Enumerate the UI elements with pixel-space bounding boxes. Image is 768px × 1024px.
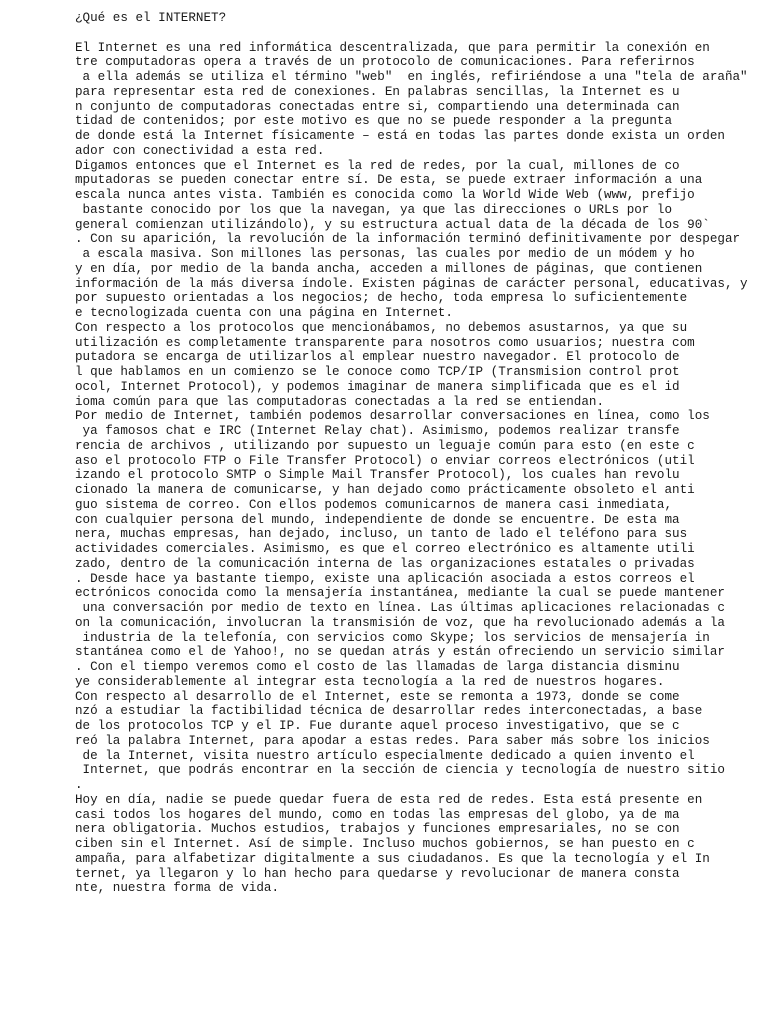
text-line: zado, dentro de la comunicación interna de las organizaciones estatales o privadas (75, 556, 695, 571)
document-title: ¿Qué es el INTERNET? (75, 11, 227, 25)
text-line: a ella además se utiliza el término "web" en inglés, refiriéndose a una "tela de araña" (75, 70, 748, 84)
text-line: . (75, 778, 83, 792)
text-line: utilización es completamente transparente para nosotros como usuarios; nuestra com (75, 335, 695, 350)
text-line: Internet, que podrás encontrar en la sección de ciencia y tecnología de nuestro sitio (75, 763, 725, 778)
text-line: nera, muchas empresas, han dejado, incluso, un tanto de lado el teléfono para sus (75, 527, 688, 542)
text-line: tre computadoras opera a través de un protocolo de comunicaciones. Para referirnos (75, 55, 695, 70)
text-line: casi todos los hogares del mundo, como en todas las empresas del globo, ya de ma (75, 807, 680, 822)
text-line: . Desde hace ya bastante tiempo, existe una aplicación asociada a estos correos el (75, 571, 695, 586)
text-line: información de la más diversa índole. Existen páginas de carácter personal, educativas, y (75, 276, 748, 291)
text-line: El Internet es una red informática descentralizada, que para permitir la conexión en (75, 40, 710, 55)
text-line: industria de la telefonía, con servicios como Skype; los servicios de mensajería in (75, 630, 710, 645)
text-line: . Con el tiempo veremos como el costo de las llamadas de larga distancia disminu (75, 660, 680, 674)
text-line: rencia de archivos , utilizando por supuesto un leguaje común para esto (en este c (75, 438, 695, 453)
text-line: Con respecto a los protocolos que mencionábamos, no debemos asustarnos, ya que su (75, 320, 688, 335)
text-line: de donde está la Internet físicamente – está en todas las partes donde exista un orden (75, 129, 725, 143)
text-line: nera obligatoria. Muchos estudios, trabajos y funciones empresariales, no se con (75, 822, 680, 837)
text-line: on la comunicación, involucran la transmisión de voz, que ha revolucionado además a la (75, 615, 725, 630)
text-line: Digamos entonces que el Internet es la red de redes, por la cual, millones de co (75, 158, 680, 173)
text-line: y en día, por medio de la banda ancha, acceden a millones de páginas, que contienen (75, 261, 703, 276)
text-line: general comienzan utilizándolo), y su estructura actual data de la década de los 90` (75, 217, 710, 232)
text-line: aso el protocolo FTP o File Transfer Protocol) o enviar correos electrónicos (util (75, 453, 695, 468)
text-line: izando el protocolo SMTP o Simple Mail Transfer Protocol), los cuales han revolu (75, 468, 680, 483)
text-line: reó la palabra Internet, para apodar a estas redes. Para saber más sobre los inicios (75, 733, 710, 748)
text-line: l que hablamos en un comienzo se le conoce como TCP/IP (Transmision control prot (75, 365, 680, 379)
text-line: por supuesto orientadas a los negocios; de hecho, toda empresa lo suficientemente (75, 291, 688, 306)
text-line: ampaña, para alfabetizar digitalmente a sus ciudadanos. Es que la tecnología y el In (75, 851, 710, 866)
text-line: mputadoras se pueden conectar entre sí. De esta, se puede extraer información a una (75, 173, 703, 188)
text-line: nte, nuestra forma de vida. (75, 881, 280, 896)
text-line: Por medio de Internet, también podemos desarrollar conversaciones en línea, como los (75, 409, 710, 424)
blank-line (75, 26, 765, 41)
text-line: de los protocolos TCP y el IP. Fue durante aquel proceso investigativo, que se c (75, 719, 680, 733)
text-line: para representar esta red de conexiones. En palabras sencillas, la Internet es u (75, 84, 680, 99)
text-line: stantánea como el de Yahoo!, no se quedan atrás y están ofreciendo un servicio similar (75, 645, 725, 660)
text-line: bastante conocido por los que la navegan, ya que las direcciones o URLs por lo (75, 202, 673, 217)
text-line: a escala masiva. Son millones las personas, las cuales por medio de un módem y ho (75, 247, 695, 261)
text-line: . Con su aparición, la revolución de la información terminó definitivamente por despegar (75, 232, 741, 247)
text-line: una conversación por medio de texto en línea. Las últimas aplicaciones relacionadas c (75, 601, 725, 615)
text-line: cionado la manera de comunicarse, y han dejado como prácticamente obsoleto el anti (75, 483, 695, 497)
text-line: ioma común para que las computadoras conectadas a la red se entiendan. (75, 394, 605, 409)
text-line: ya famosos chat e IRC (Internet Relay chat). Asimismo, podemos realizar transfe (75, 424, 680, 438)
text-line: n conjunto de computadoras conectadas entre si, compartiendo una determinada can (75, 99, 680, 114)
text-line: e tecnologizada cuenta con una página en Internet. (75, 306, 453, 320)
document-page (75, 11, 765, 896)
text-line: ciben sin el Internet. Así de simple. Incluso muchos gobiernos, se han puesto en c (75, 837, 695, 851)
text-line: nzó a estudiar la factibilidad técnica de desarrollar redes interconectadas, a base (75, 704, 703, 719)
text-line: ternet, ya llegaron y lo han hecho para quedarse y revolucionar de manera consta (75, 866, 680, 881)
text-line: Con respecto al desarrollo de el Internet, este se remonta a 1973, donde se come (75, 689, 680, 704)
text-line: guo sistema de correo. Con ellos podemos comunicarnos de manera casi inmediata, (75, 497, 673, 512)
text-line: ye considerablemente al integrar esta tecnología a la red de nuestros hogares. (75, 674, 665, 689)
text-line: con cualquier persona del mundo, independiente de donde se encuentre. De esta ma (75, 512, 680, 527)
text-line: ocol, Internet Protocol), y podemos imaginar de manera simplificada que es el id (75, 379, 680, 394)
document-body (75, 41, 765, 897)
text-line: ectrónicos conocida como la mensajería instantánea, mediante la cual se puede mantener (75, 586, 725, 601)
text-line: actividades comerciales. Asimismo, es que el correo electrónico es altamente utili (75, 542, 695, 556)
text-line: ador con conectividad a esta red. (75, 143, 325, 158)
text-line: tidad de contenidos; por este motivo es que no se puede responder a la pregunta (75, 114, 673, 129)
text-line: putadora se encarga de utilizarlos al emplear nuestro navegador. El protocolo de (75, 350, 680, 365)
text-line: Hoy en día, nadie se puede quedar fuera de esta red de redes. Esta está presente en (75, 792, 703, 807)
text-line: de la Internet, visita nuestro artículo especialmente dedicado a quien invento el (75, 748, 695, 763)
text-line: escala nunca antes vista. También es conocida como la World Wide Web (www, prefijo (75, 188, 695, 202)
